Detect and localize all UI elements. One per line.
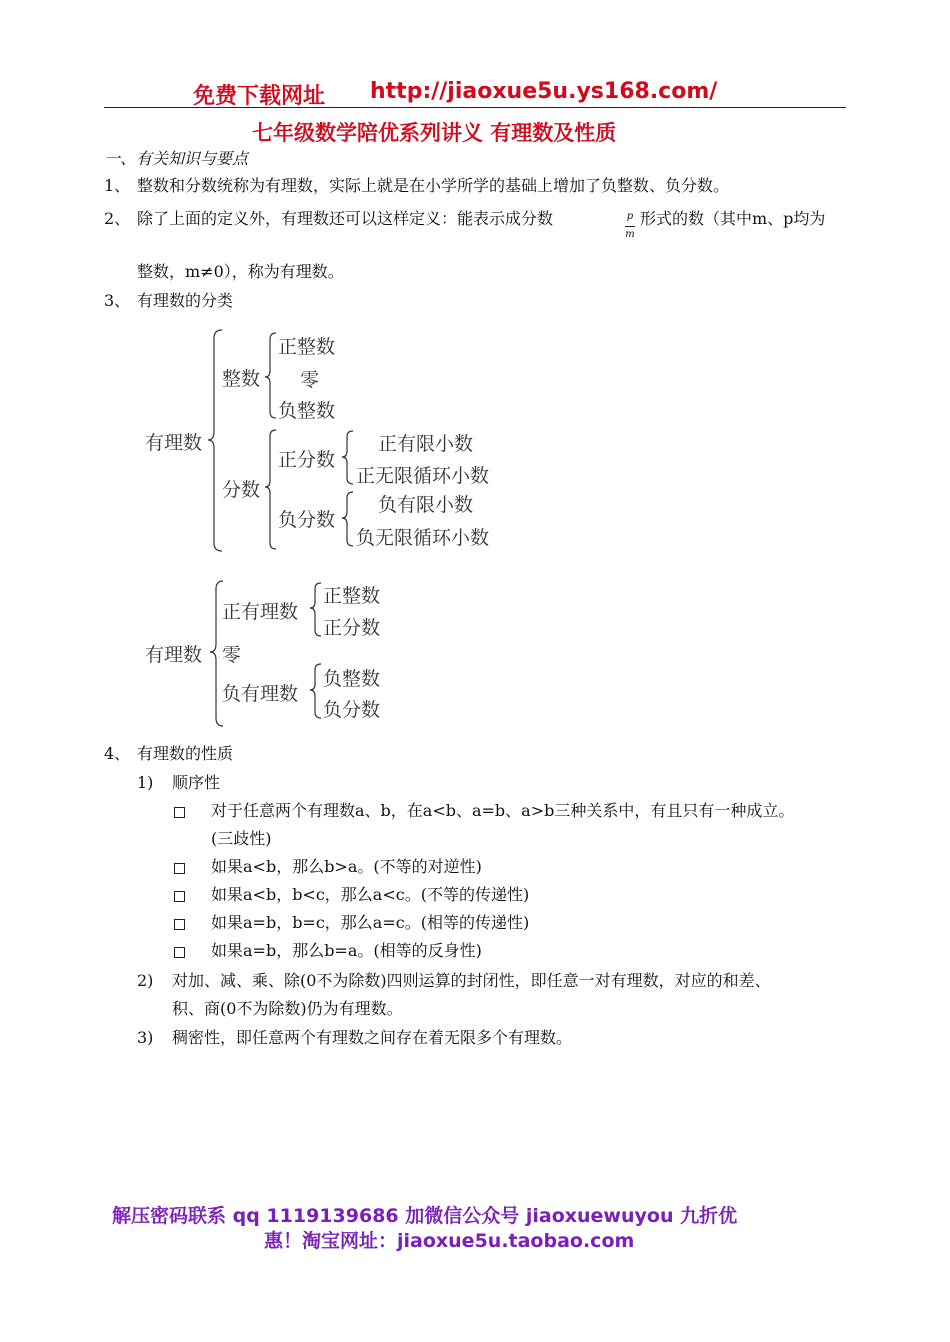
property-2-text-cont: 积、商(0不为除数)仍为有理数。 [172, 999, 403, 1018]
footer-shop-link[interactable]: 惠！淘宝网址：jiaoxue5u.taobao.com [264, 1230, 635, 1252]
page-title: 七年级数学陪优系列讲义 有理数及性质 [252, 121, 617, 145]
fraction-numerator: p [626, 211, 634, 222]
item-2-text-a: 除了上面的定义外，有理数还可以这样定义：能表示成分数 [137, 209, 554, 228]
property-2-text: 对加、减、乘、除(0不为除数)四则运算的封闭性，即任意一对有理数，对应的和差、 [172, 971, 771, 990]
property-1-number: 1) [137, 773, 154, 792]
tree-2-root: 有理数 [145, 644, 203, 666]
tree-1-positive-finite-decimal: 正有限小数 [378, 433, 474, 455]
checkbox-icon [174, 807, 185, 818]
tree-1-fraction: 分数 [222, 479, 261, 501]
fraction-denominator: m [625, 229, 635, 240]
tree-1-negative-finite-decimal: 负有限小数 [378, 494, 474, 516]
header-label: 免费下载网址 [193, 84, 326, 109]
tree-2-positive-fraction: 正分数 [323, 617, 381, 639]
tree-1-negative-repeating-decimal: 负无限循环小数 [356, 527, 490, 549]
bullet-5-text: 如果a=b，那么b=a。(相等的反身性) [211, 941, 482, 960]
checkbox-icon [174, 919, 185, 930]
item-4-heading: 有理数的性质 [137, 744, 234, 763]
tree-2-negative-fraction: 负分数 [323, 699, 381, 721]
tree-2-positive-rational: 正有理数 [222, 601, 299, 623]
bullet-1-text: 对于任意两个有理数a、b，在a<b、a=b、a>b三种关系中，有且只有一种成立。 [211, 801, 795, 820]
tree-1-positive-integer: 正整数 [278, 336, 336, 358]
checkbox-icon [174, 863, 185, 874]
property-1-title: 顺序性 [172, 773, 221, 792]
footer-contact: 解压密码联系 qq 1119139686 加微信公众号 jiaoxuewuyou 九折优 [112, 1205, 738, 1227]
bullet-3-text: 如果a<b，b<c，那么a<c。(不等的传递性) [211, 885, 530, 904]
checkbox-icon [174, 891, 185, 902]
tree-1-negative-fraction: 负分数 [278, 509, 336, 531]
checkbox-icon [174, 947, 185, 958]
bullet-1-text-cont: (三歧性) [211, 829, 272, 848]
item-4-number: 4、 [104, 744, 131, 763]
tree-2-negative-rational: 负有理数 [222, 683, 299, 705]
item-1-number: 1、 [104, 176, 131, 195]
item-2-number: 2、 [104, 209, 131, 228]
header-url-link[interactable]: http://jiaoxue5u.ys168.com/ [370, 79, 718, 104]
tree-1-zero: 零 [300, 369, 320, 391]
property-3-text: 稠密性，即任意两个有理数之间存在着无限多个有理数。 [172, 1028, 573, 1047]
tree-1-positive-fraction: 正分数 [278, 449, 336, 471]
tree-1-positive-repeating-decimal: 正无限循环小数 [356, 465, 490, 487]
item-2-text-c: 整数，m≠0），称为有理数。 [137, 262, 344, 281]
item-3-text: 有理数的分类 [137, 291, 234, 310]
tree-2-positive-integer: 正整数 [323, 585, 381, 607]
property-3-number: 3) [137, 1028, 154, 1047]
tree-1-integer: 整数 [222, 368, 261, 390]
property-2-number: 2) [137, 971, 154, 990]
bullet-4-text: 如果a=b，b=c，那么a=c。(相等的传递性) [211, 913, 530, 932]
tree-1-root: 有理数 [145, 432, 203, 454]
item-1-text: 整数和分数统称为有理数，实际上就是在小学所学的基础上增加了负整数、负分数。 [137, 176, 730, 195]
item-2-text-b: 形式的数（其中m、p均为 [640, 209, 826, 228]
tree-1-negative-integer: 负整数 [278, 400, 336, 422]
item-3-number: 3、 [104, 291, 131, 310]
tree-2-zero: 零 [222, 644, 242, 666]
bullet-2-text: 如果a<b，那么b>a。(不等的对逆性) [211, 857, 482, 876]
section-heading: 一、有关知识与要点 [104, 149, 249, 168]
tree-2-negative-integer: 负整数 [323, 668, 381, 690]
